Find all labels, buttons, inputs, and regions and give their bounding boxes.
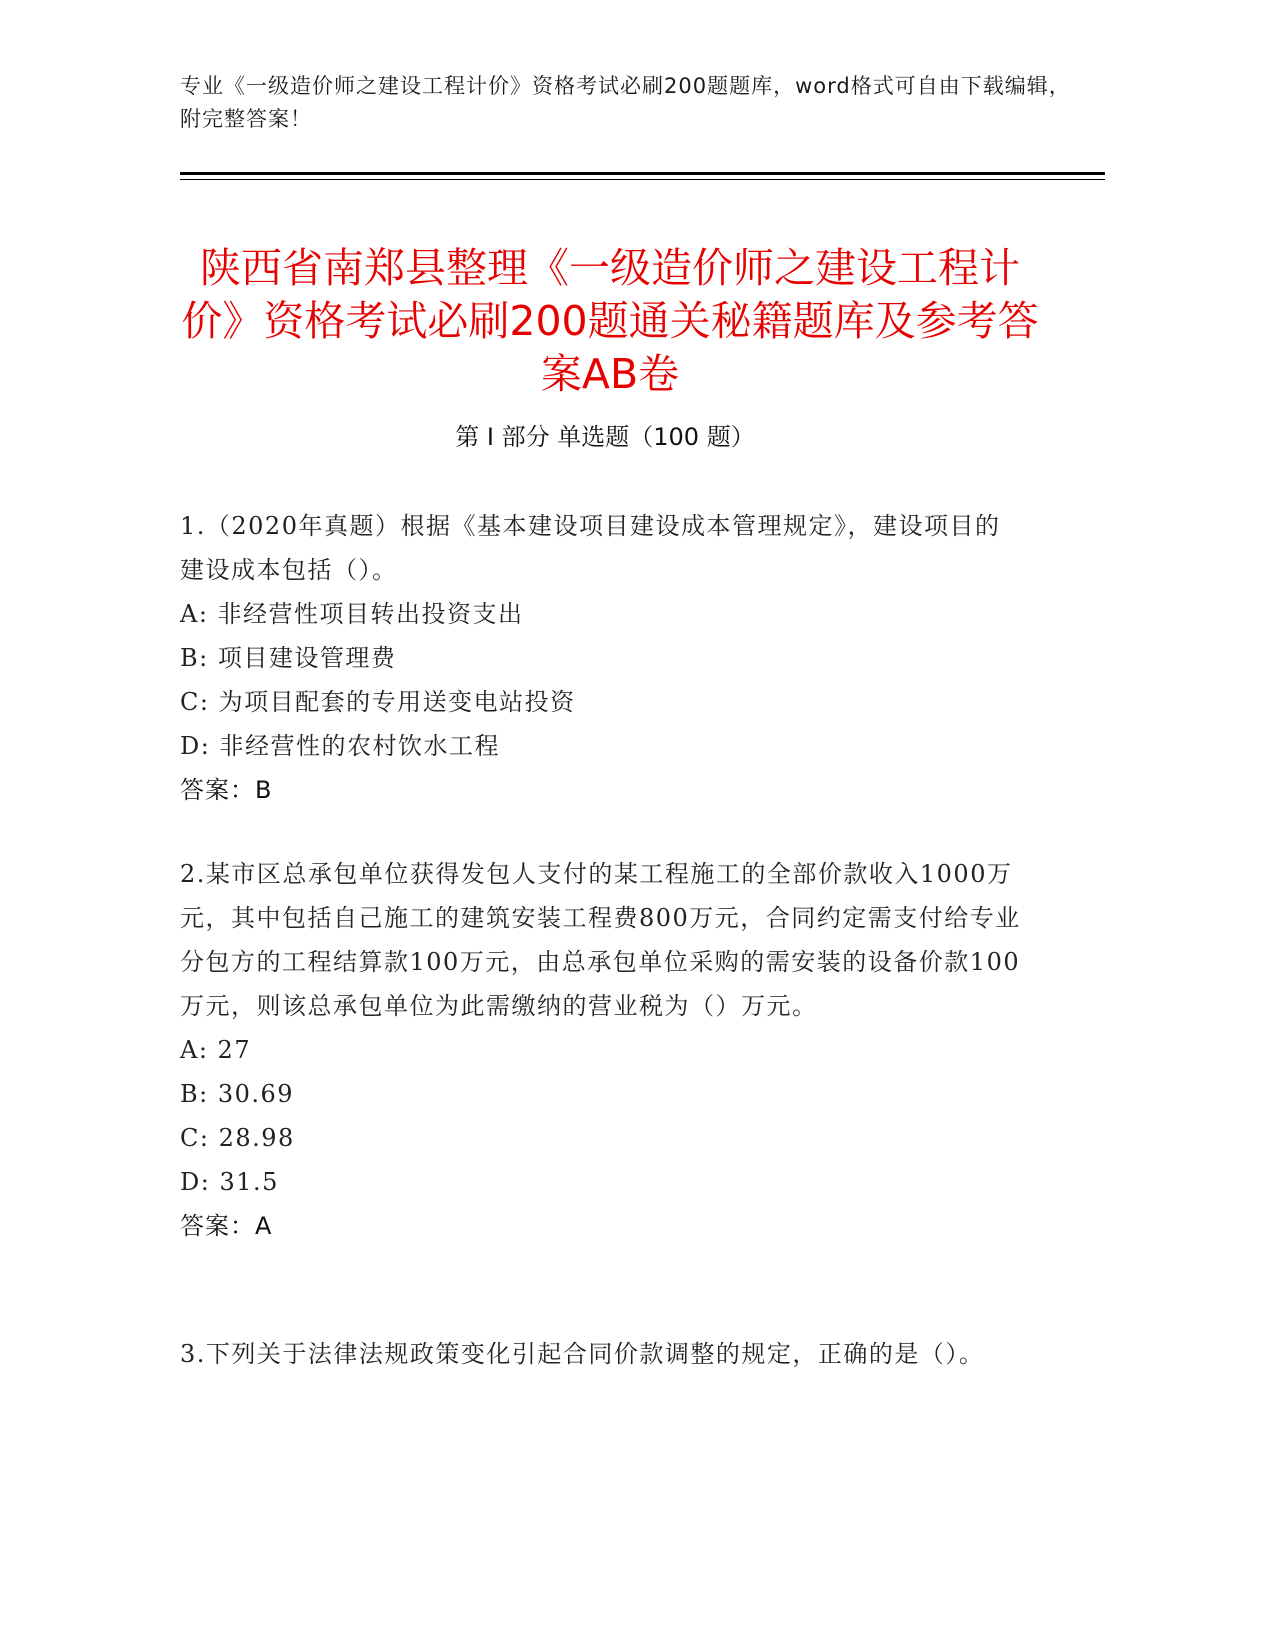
header-divider-thin xyxy=(180,179,1105,180)
document-title: 陕西省南郑县整理《一级造价师之建设工程计价》资格考试必刷200题通关秘籍题库及参考答案AB卷 xyxy=(181,244,1039,399)
option-a: A: 非经营性项目转出投资支出 xyxy=(180,600,524,628)
option-c: C: 为项目配套的专用送变电站投资 xyxy=(180,688,576,716)
header-divider-thick xyxy=(180,172,1105,175)
option-b: B: 30.69 xyxy=(180,1080,295,1108)
header-note: 专业《一级造价师之建设工程计价》资格考试必刷200题题库，word格式可自由下载编辑，附完整答案！ xyxy=(180,74,1071,131)
section-title: 第 I 部分 单选题（100 题） xyxy=(455,423,755,451)
option-a: A: 27 xyxy=(180,1036,252,1064)
question-stem: 3.下列关于法律法规政策变化引起合同价款调整的规定，正确的是（）。 xyxy=(180,1340,985,1368)
option-d: D: 31.5 xyxy=(180,1168,279,1196)
question-stem: 1.（2020年真题）根据《基本建设项目建设成本管理规定》，建设项目的建设成本包括（）。 xyxy=(180,512,1001,584)
answer: 答案：A xyxy=(180,1212,273,1240)
option-c: C: 28.98 xyxy=(180,1124,295,1152)
question-2 xyxy=(180,852,1025,1248)
option-d: D: 非经营性的农村饮水工程 xyxy=(180,732,500,760)
answer: 答案：B xyxy=(180,776,273,804)
question-3 xyxy=(180,1332,1025,1376)
question-1 xyxy=(180,504,1025,812)
question-stem: 2.某市区总承包单位获得发包人支付的某工程施工的全部价款收入1000万元，其中包括自己施工的建筑安装工程费800万元，合同约定需支付给专业分包方的工程结算款100万元，由总承包单位采购的需安装的设备价款100万元，则该总承包单位为此需缴纳的营业税为（）万元。 xyxy=(180,860,1021,1020)
option-b: B: 项目建设管理费 xyxy=(180,644,397,672)
